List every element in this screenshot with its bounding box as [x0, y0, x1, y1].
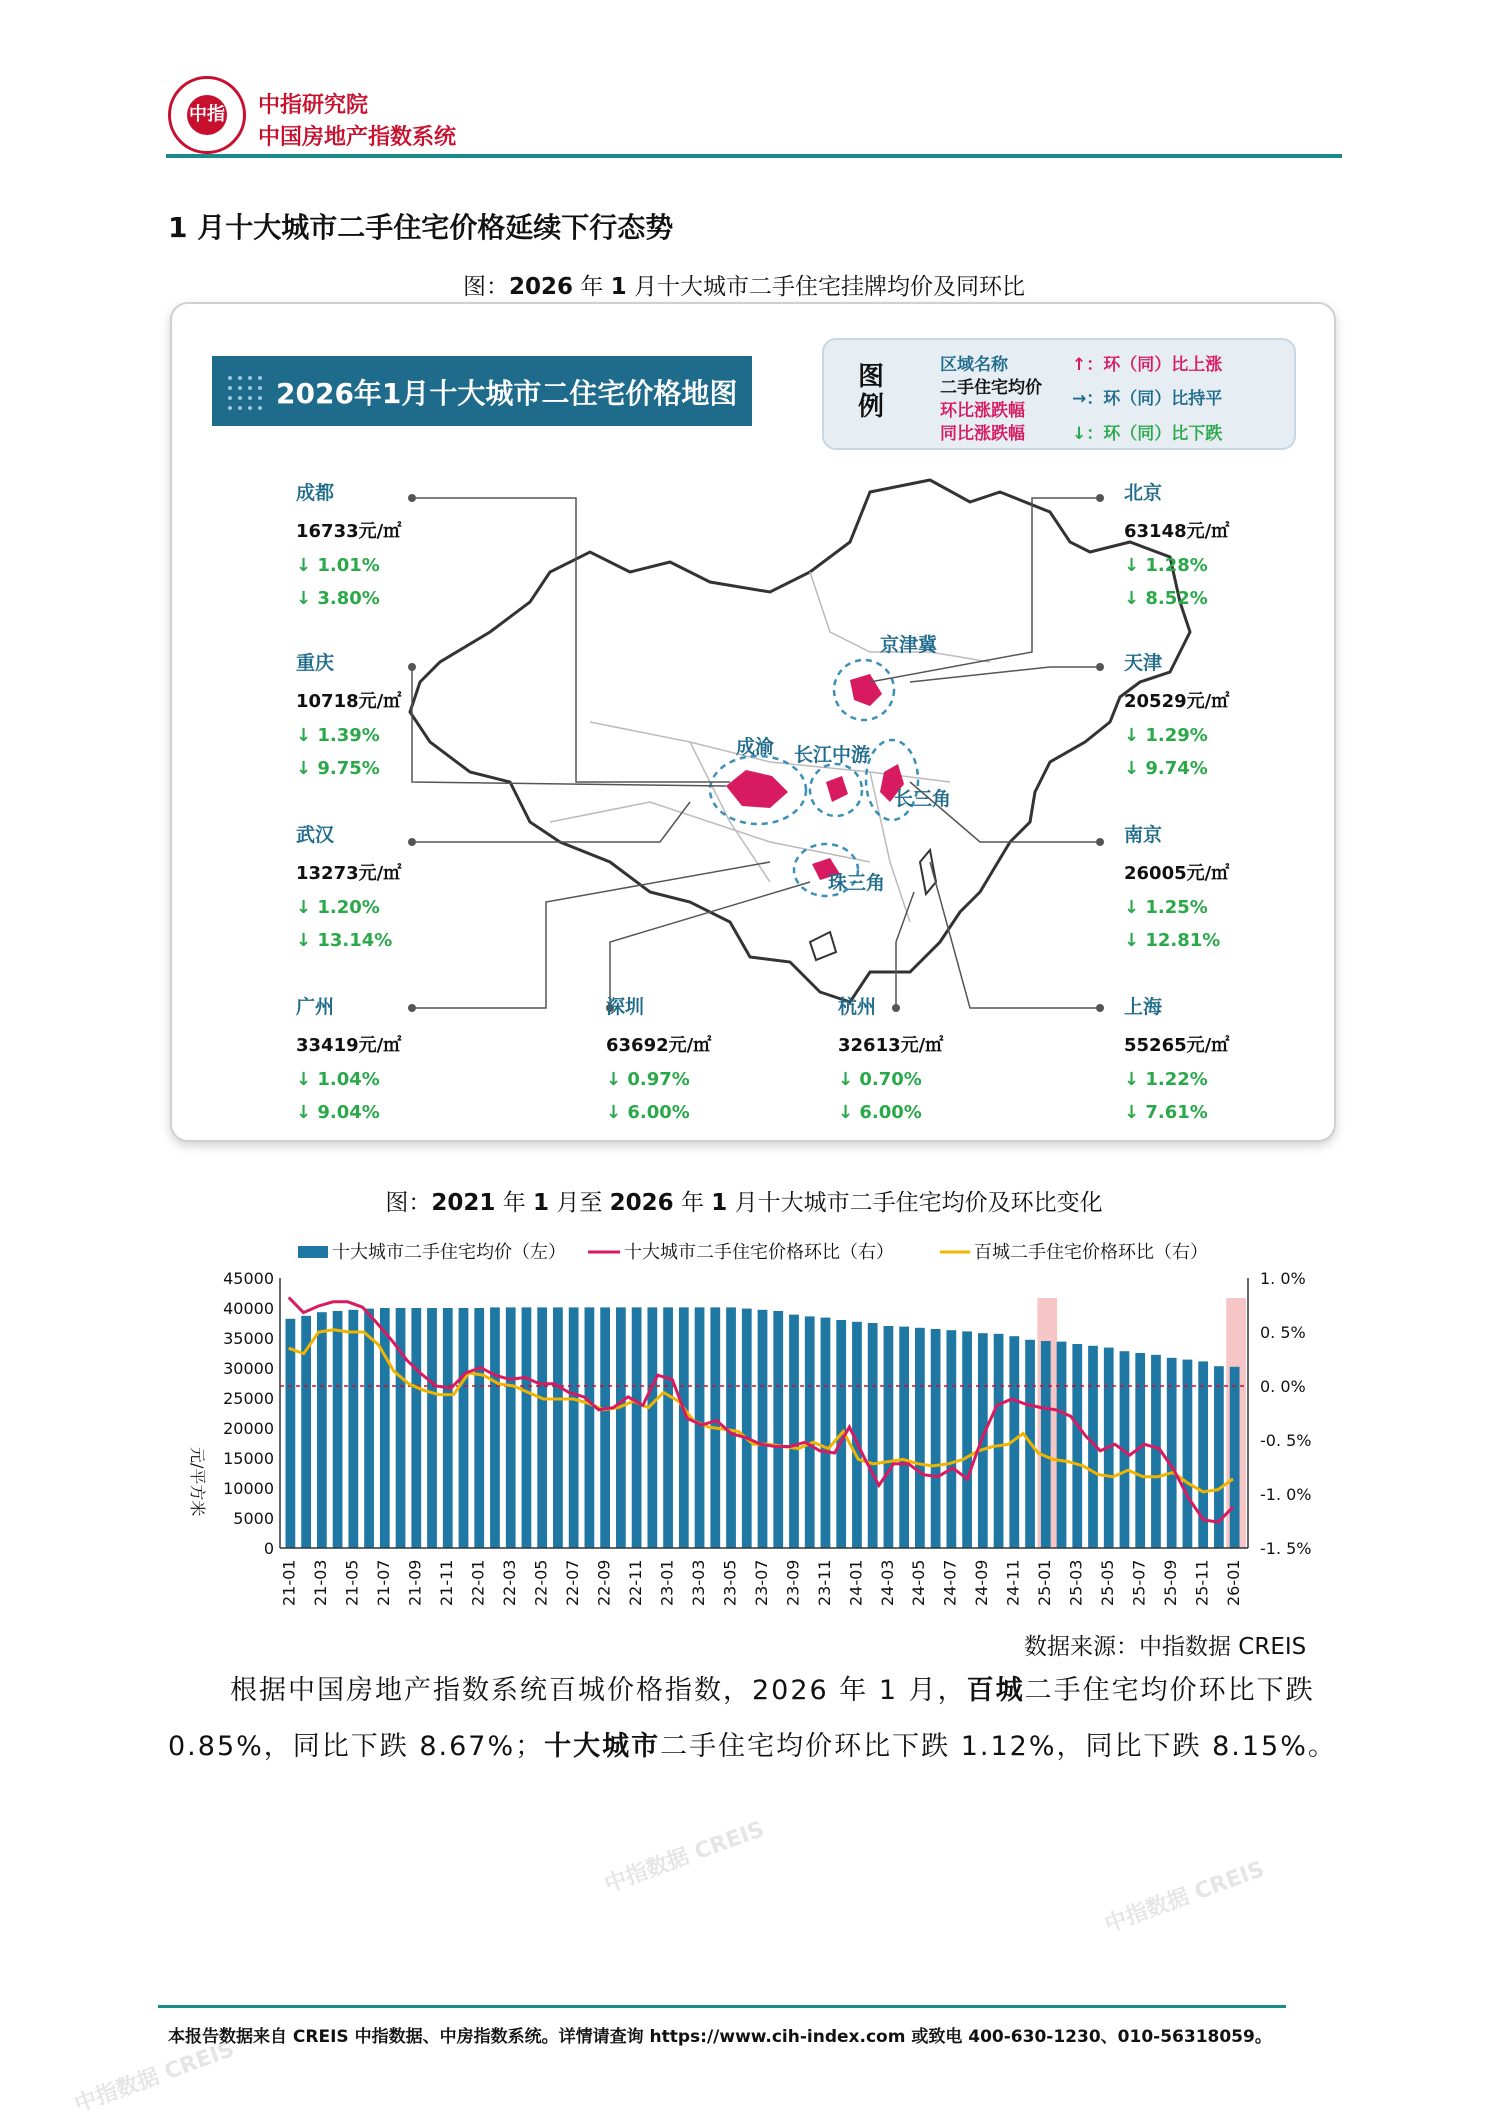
city-name: 重庆: [296, 652, 335, 674]
legend-region-name: 区域名称: [940, 355, 1008, 375]
bar: [789, 1315, 799, 1548]
bar: [726, 1307, 736, 1548]
city-block: [1124, 478, 1229, 609]
bar: [348, 1310, 358, 1548]
bar: [821, 1318, 831, 1548]
logo-mark: 中指: [187, 95, 227, 135]
legend-up: ↑：环（同）比上涨: [1072, 355, 1223, 375]
city-name: 天津: [1124, 652, 1163, 674]
bar: [1057, 1342, 1067, 1548]
city-yoy: ↓ 12.81%: [1124, 930, 1221, 951]
x-tick-label: 23-07: [751, 1559, 771, 1606]
bar: [333, 1311, 343, 1548]
city-block: [296, 992, 401, 1123]
figure1-caption: 图：2026 年 1 月十大城市二手住宅挂牌均价及同环比: [463, 274, 1025, 300]
footer-divider: [158, 2005, 1286, 2008]
bar: [553, 1307, 563, 1548]
x-tick-label: 21-01: [279, 1559, 299, 1606]
bar: [679, 1307, 689, 1548]
city-mom: ↓ 1.29%: [1124, 725, 1208, 746]
city-yoy: ↓ 3.80%: [296, 588, 380, 609]
x-tick-label: 25-05: [1098, 1559, 1118, 1606]
city-block: [296, 478, 401, 609]
y-left-tick-label: 45000: [223, 1269, 274, 1288]
legend-flat: →：环（同）比持平: [1072, 389, 1223, 409]
x-tick-label: 24-03: [877, 1559, 897, 1606]
legend-swatch-bar: [298, 1246, 328, 1258]
city-yoy: ↓ 9.74%: [1124, 758, 1208, 779]
city-price: 13273元/㎡: [296, 863, 402, 884]
org-logo: [168, 76, 246, 154]
y-axis-label: 元/平方米: [188, 1447, 207, 1517]
bar: [695, 1307, 705, 1548]
city-block: [838, 992, 943, 1123]
x-tick-label: 22-05: [531, 1559, 551, 1606]
city-name: 深圳: [606, 996, 645, 1018]
bar: [364, 1309, 374, 1548]
x-tick-label: 25-07: [1129, 1559, 1149, 1606]
bar: [742, 1309, 752, 1548]
y-right-tick-label: 1. 0%: [1260, 1269, 1306, 1288]
city-name: 南京: [1124, 824, 1163, 846]
city-mom: ↓ 1.28%: [1124, 555, 1208, 576]
bar: [585, 1307, 595, 1548]
x-tick-label: 25-01: [1035, 1559, 1055, 1606]
x-tick-label: 22-03: [500, 1559, 520, 1606]
x-tick-label: 21-05: [342, 1559, 362, 1606]
city-name: 广州: [296, 996, 335, 1018]
bar: [962, 1331, 972, 1548]
city-price: 55265元/㎡: [1124, 1035, 1230, 1056]
y-left-tick-label: 30000: [223, 1359, 274, 1378]
bar: [884, 1326, 894, 1548]
y-left-tick-label: 25000: [223, 1389, 274, 1408]
bar: [1072, 1344, 1082, 1548]
x-tick-label: 23-01: [657, 1559, 677, 1606]
y-left-tick-label: 5000: [233, 1509, 274, 1528]
bar: [286, 1319, 296, 1548]
x-tick-label: 24-11: [1003, 1559, 1023, 1606]
bar: [1041, 1341, 1051, 1548]
bar: [868, 1323, 878, 1548]
bar: [411, 1308, 421, 1548]
x-tick-label: 25-11: [1192, 1559, 1212, 1606]
city-name: 武汉: [296, 824, 335, 846]
header-divider: [166, 154, 1342, 158]
footer-text: 本报告数据来自 CREIS 中指数据、中房指数系统。详情请查询 https://www.cih-index.com 或致电 400-630-1230、010-56318059。: [168, 2027, 1272, 2047]
bar: [899, 1327, 909, 1548]
bar: [569, 1307, 579, 1548]
legend-label-bar: 十大城市二手住宅均价（左）: [332, 1242, 566, 1263]
x-tick-label: 24-09: [972, 1559, 992, 1606]
x-tick-label: 24-07: [940, 1559, 960, 1606]
bar: [994, 1334, 1004, 1548]
y-left-tick-label: 15000: [223, 1449, 274, 1468]
bar: [490, 1307, 500, 1548]
city-price: 10718元/㎡: [296, 691, 402, 712]
bar: [1183, 1360, 1193, 1548]
x-tick-label: 22-07: [563, 1559, 582, 1606]
bar: [506, 1307, 516, 1548]
y-left-tick-label: 10000: [223, 1479, 274, 1498]
bar: [915, 1328, 925, 1548]
city-mom: ↓ 1.25%: [1124, 897, 1208, 918]
bar: [459, 1308, 469, 1548]
bar: [632, 1307, 642, 1548]
region-label-changjiang: 长江中游: [794, 744, 871, 766]
x-axis-ticks: [280, 1560, 1243, 1607]
y-axis-left: [223, 1269, 280, 1558]
org-name: 中指研究院: [258, 93, 369, 118]
city-price: 20529元/㎡: [1124, 691, 1230, 712]
bar: [380, 1308, 390, 1548]
city-mom: ↓ 0.97%: [606, 1069, 690, 1090]
bar: [600, 1307, 610, 1548]
price-trend-chart: [170, 1242, 1330, 1632]
city-mom: ↓ 1.01%: [296, 555, 380, 576]
y-right-tick-label: -1. 0%: [1260, 1485, 1312, 1504]
bar: [317, 1312, 327, 1548]
figure2-caption: 图：2021 年 1 月至 2026 年 1 月十大城市二手住宅均价及环比变化: [385, 1190, 1103, 1216]
city-mom: ↓ 1.04%: [296, 1069, 380, 1090]
legend-mom: 环比涨跌幅: [940, 401, 1025, 421]
x-tick-label: 24-01: [846, 1559, 866, 1606]
region-label-jingjinji: 京津冀: [880, 634, 938, 656]
city-yoy: ↓ 9.04%: [296, 1102, 380, 1123]
x-tick-label: 23-11: [814, 1559, 834, 1606]
legend-label-top10: 十大城市二手住宅价格环比（右）: [624, 1242, 894, 1263]
legend-yoy: 同比涨跌幅: [940, 424, 1025, 444]
bar-series: [286, 1307, 1240, 1548]
legend-heading: 图例: [858, 362, 885, 422]
bar: [978, 1333, 988, 1548]
y-right-tick-label: 0. 5%: [1260, 1323, 1306, 1342]
city-price: 32613元/㎡: [838, 1035, 944, 1056]
y-left-tick-label: 40000: [223, 1299, 274, 1318]
city-block: [296, 648, 401, 779]
city-name: 北京: [1124, 482, 1163, 504]
x-tick-label: 24-05: [909, 1559, 929, 1606]
bar: [663, 1307, 673, 1548]
city-yoy: ↓ 6.00%: [606, 1102, 690, 1123]
map-title: 2026年1月十大城市二住宅价格地图: [276, 377, 738, 410]
city-yoy: ↓ 13.14%: [296, 930, 393, 951]
y-left-tick-label: 35000: [223, 1329, 274, 1348]
city-block: [1124, 820, 1229, 951]
y-right-tick-label: 0. 0%: [1260, 1377, 1306, 1396]
bar: [931, 1329, 941, 1548]
city-yoy: ↓ 6.00%: [838, 1102, 922, 1123]
city-block: [1124, 648, 1229, 779]
city-price: 26005元/㎡: [1124, 863, 1230, 884]
bar: [946, 1330, 956, 1548]
region-label-chengyu: 成渝: [736, 736, 775, 758]
x-tick-label: 21-11: [437, 1559, 457, 1606]
x-tick-label: 25-09: [1161, 1559, 1181, 1606]
bar: [522, 1307, 532, 1548]
x-tick-label: 22-09: [594, 1559, 614, 1606]
bar: [474, 1308, 484, 1548]
bar: [616, 1307, 626, 1548]
bar: [647, 1307, 657, 1548]
bar: [427, 1308, 437, 1548]
x-tick-label: 25-03: [1066, 1559, 1086, 1606]
x-tick-label: 21-03: [311, 1559, 331, 1606]
region-label-changsanjiao: 长三角: [894, 788, 952, 810]
x-tick-label: 22-01: [468, 1559, 488, 1606]
body-paragraph-line2: 0.85%，同比下跌 8.67%；十大城市二手住宅均价环比下跌 1.12%，同比下跌 8.15%。: [168, 1731, 1337, 1762]
x-tick-label: 22-11: [625, 1559, 645, 1606]
city-block: [296, 820, 401, 951]
bar: [773, 1311, 783, 1548]
watermark: 中指数据 CREIS: [1101, 1856, 1268, 1938]
page-header: [0, 0, 1488, 170]
y-right-tick-label: -1. 5%: [1260, 1539, 1312, 1558]
bar: [1230, 1367, 1240, 1548]
y-left-tick-label: 0: [263, 1539, 274, 1558]
legend-down: ↓：环（同）比下跌: [1072, 424, 1223, 444]
city-name: 上海: [1124, 996, 1163, 1018]
y-left-tick-label: 20000: [223, 1419, 274, 1438]
body-paragraph-line1: 根据中国房地产指数系统百城价格指数，2026 年 1 月，百城二手住宅均价环比下跌: [230, 1675, 1315, 1706]
city-name: 成都: [296, 482, 335, 504]
city-price: 33419元/㎡: [296, 1035, 402, 1056]
bar: [396, 1308, 406, 1548]
x-tick-label: 21-07: [374, 1559, 394, 1606]
data-source: 数据来源：中指数据 CREIS: [1024, 1634, 1307, 1660]
legend-avg-price: 二手住宅均价: [940, 378, 1042, 398]
city-block: [606, 992, 711, 1123]
city-price: 63148元/㎡: [1124, 521, 1230, 542]
watermark: 中指数据 CREIS: [71, 2036, 238, 2118]
org-subtitle: 中国房地产指数系统: [258, 125, 457, 150]
watermark: 中指数据 CREIS: [601, 1816, 768, 1898]
city-yoy: ↓ 8.52%: [1124, 588, 1208, 609]
region-label-zhusanjiao: 珠三角: [828, 872, 886, 894]
city-block: [1124, 992, 1229, 1123]
x-tick-label: 23-05: [720, 1559, 740, 1606]
y-axis-right: [1248, 1269, 1312, 1558]
city-name: 杭州: [838, 996, 877, 1018]
dots-icon: [226, 372, 272, 412]
city-yoy: ↓ 9.75%: [296, 758, 380, 779]
city-price: 16733元/㎡: [296, 521, 402, 542]
city-mom: ↓ 1.39%: [296, 725, 380, 746]
city-mom: ↓ 1.20%: [296, 897, 380, 918]
city-mom: ↓ 0.70%: [838, 1069, 922, 1090]
bar: [443, 1308, 453, 1548]
x-tick-label: 23-03: [688, 1559, 708, 1606]
x-tick-label: 21-09: [405, 1559, 425, 1606]
y-right-tick-label: -0. 5%: [1260, 1431, 1312, 1450]
bar: [758, 1310, 768, 1548]
bar: [805, 1316, 815, 1548]
city-price: 63692元/㎡: [606, 1035, 712, 1056]
bar: [537, 1307, 547, 1548]
city-yoy: ↓ 7.61%: [1124, 1102, 1208, 1123]
legend-label-100city: 百城二手住宅价格环比（右）: [974, 1242, 1208, 1263]
x-tick-label: 26-01: [1223, 1559, 1243, 1606]
x-tick-label: 23-09: [783, 1559, 803, 1606]
city-mom: ↓ 1.22%: [1124, 1069, 1208, 1090]
chart-legend: [298, 1242, 1208, 1263]
section-title: 1 月十大城市二手住宅价格延续下行态势: [168, 211, 674, 244]
